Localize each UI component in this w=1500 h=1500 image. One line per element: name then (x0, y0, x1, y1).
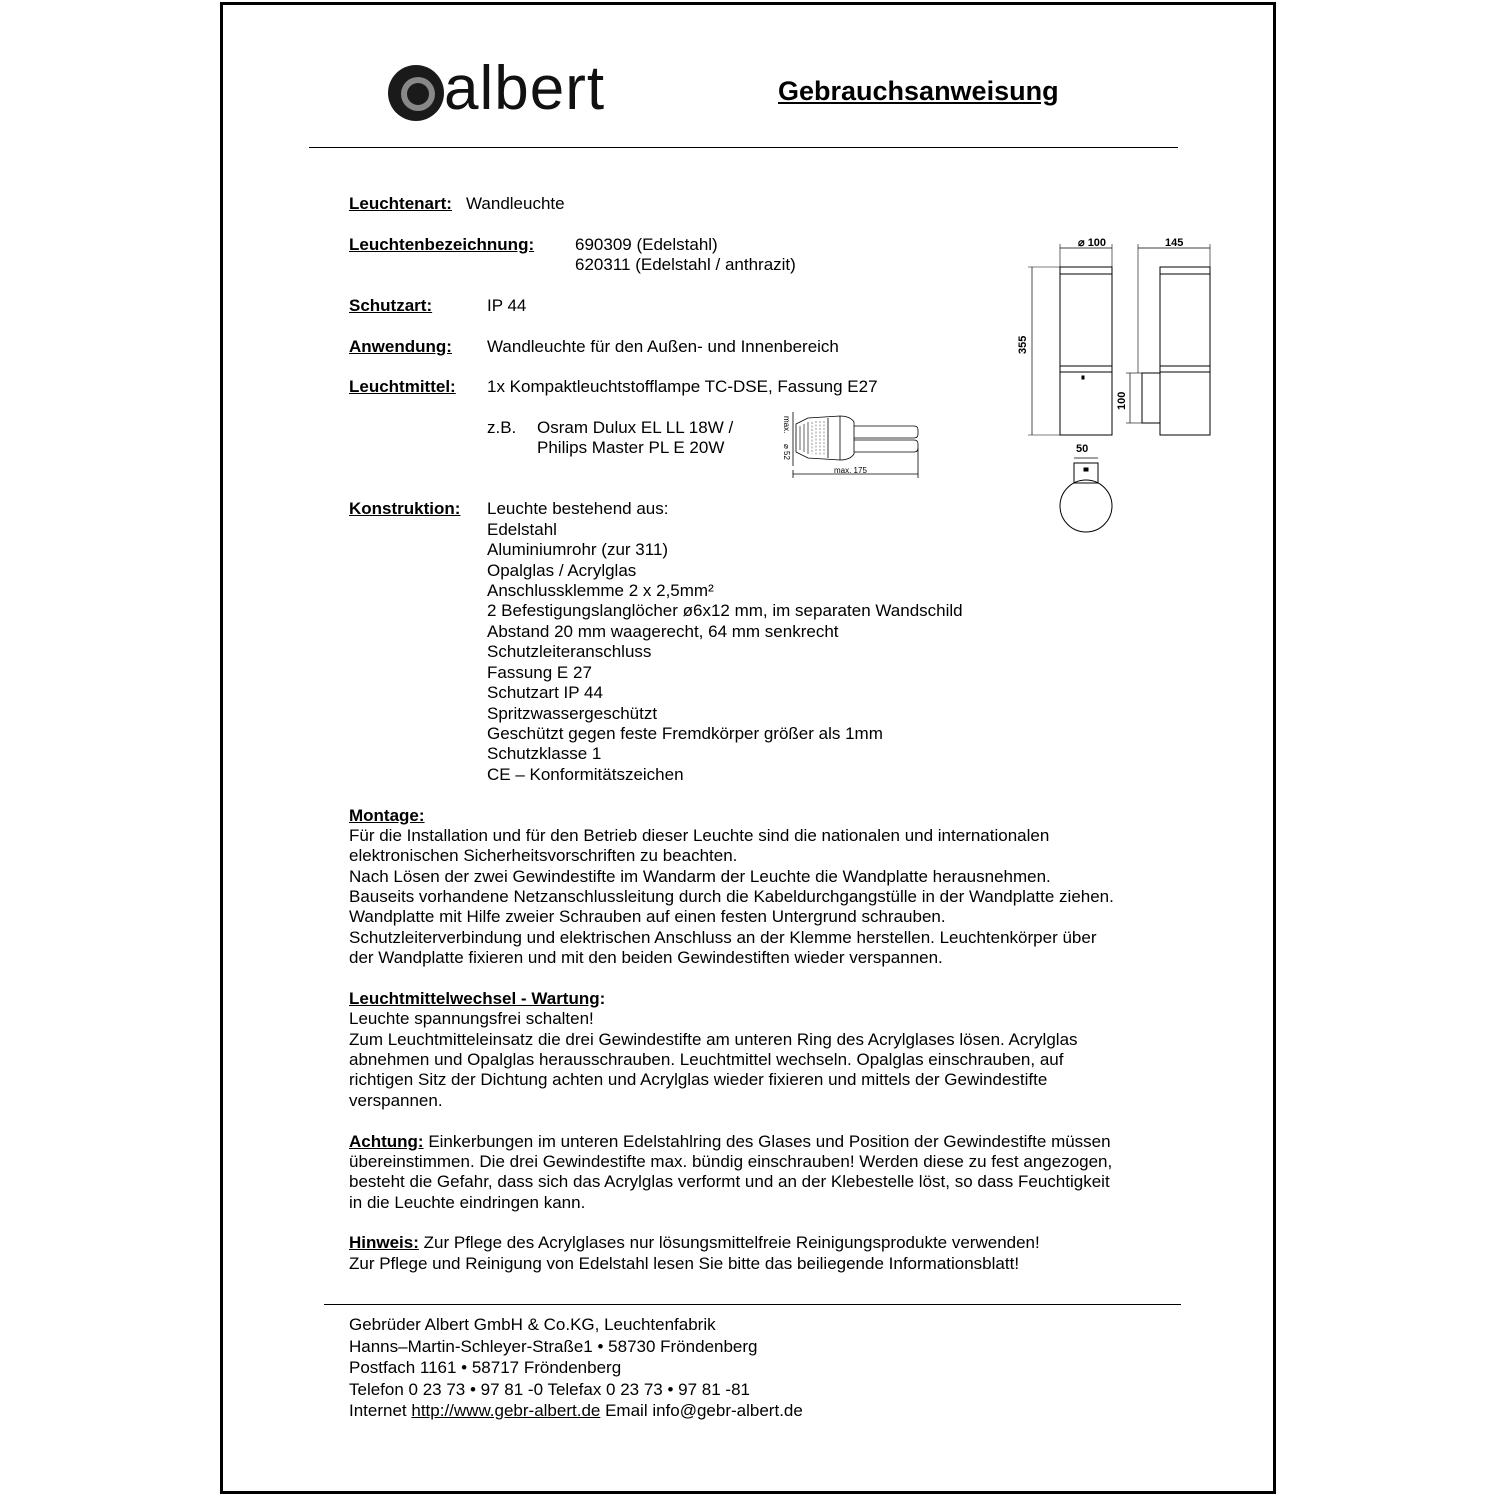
logo-wordmark: albert (444, 54, 606, 123)
konstruktion-item: Aluminiumrohr (zur 311) (487, 540, 669, 559)
label-anwendung: Anwendung: (349, 337, 452, 356)
achtung-line: übereinstimmen. Die drei Gewindestifte max. bündig einschrauben! Werden diese zu fest angezogen, (349, 1152, 1113, 1171)
dim-mount-height-label: 100 (1116, 391, 1128, 410)
albert-logo-icon (386, 63, 446, 123)
label-bezeichnung: Leuchtenbezeichnung: (349, 235, 535, 254)
technical-drawing (1010, 230, 1225, 540)
lamp-diameter-label: ⌀ 52 (782, 444, 791, 460)
dim-depth-label: 145 (1165, 237, 1184, 249)
konstruktion-item: CE – Konformitätszeichen (487, 765, 684, 784)
konstruktion-item: Leuchte bestehend aus: (487, 499, 669, 518)
label-leuchtmittel: Leuchtmittel: (349, 377, 456, 396)
label-leuchtenart: Leuchtenart: (349, 194, 452, 213)
montage-line: Schutzleiterverbindung und elektrischen Anschluss an der Klemme herstellen. Leuchtenkörper über (349, 928, 1097, 947)
achtung-label: Achtung: (349, 1132, 424, 1151)
konstruktion-item: Edelstahl (487, 520, 557, 539)
value-bezeichnung-1: 690309 (Edelstahl) (575, 235, 718, 254)
footer-company: Gebrüder Albert GmbH & Co.KG, Leuchtenfabrik (349, 1315, 716, 1334)
achtung-line: in die Leuchte eindringen kann. (349, 1193, 586, 1212)
dim-plate-width-label: 50 (1076, 443, 1089, 455)
footer-email: Email info@gebr-albert.de (600, 1401, 803, 1420)
konstruktion-item: 2 Befestigungslanglöcher ø6x12 mm, im separaten Wandschild (487, 601, 963, 620)
value-bezeichnung-2: 620311 (Edelstahl / anthrazit) (575, 255, 796, 274)
wartung-line: Zum Leuchtmitteleinsatz die drei Gewindestifte am unteren Ring des Acrylglases lösen. Acrylglas (349, 1030, 1078, 1049)
website-link[interactable]: http://www.gebr-albert.de (411, 1401, 601, 1420)
header-divider (309, 147, 1178, 148)
hinweis-label: Hinweis: (349, 1233, 419, 1252)
wartung-line: Leuchte spannungsfrei schalten! (349, 1009, 594, 1028)
konstruktion-item: Opalglas / Acrylglas (487, 561, 637, 580)
hinweis-second-line: Zur Pflege und Reinigung von Edelstahl lesen Sie bitte das beiliegende Informationsblatt! (349, 1254, 1020, 1273)
konstruktion-item: Fassung E 27 (487, 663, 592, 682)
montage-line: Nach Lösen der zwei Gewindestifte im Wandarm der Leuchte die Wandplatte herausnehmen. (349, 867, 1051, 886)
lamp-length-label: max. 175 (834, 466, 867, 475)
konstruktion-item: Abstand 20 mm waagerecht, 64 mm senkrecht (487, 622, 839, 641)
value-leuchtenart: Wandleuchte (466, 194, 565, 213)
example-osram: Osram Dulux EL LL 18W / (537, 418, 734, 437)
value-leuchtmittel: 1x Kompaktleuchtstofflampe TC-DSE, Fassung E27 (487, 377, 878, 396)
label-konstruktion: Konstruktion: (349, 499, 461, 518)
footer-internet: Internet http://www.gebr-albert.de Email info@gebr-albert.de (349, 1401, 803, 1420)
konstruktion-item: Spritzwassergeschützt (487, 704, 658, 723)
montage-line: elektronischen Sicherheitsvorschriften zu beachten. (349, 846, 738, 865)
konstruktion-item: Geschützt gegen feste Fremdkörper größer als 1mm (487, 724, 883, 743)
konstruktion-item: Schutzklasse 1 (487, 744, 602, 763)
footer-address: Hanns–Martin-Schleyer-Straße1 • 58730 Fröndenberg (349, 1337, 758, 1356)
example-philips: Philips Master PL E 20W (537, 438, 725, 457)
footer-postfach: Postfach 1161 • 58717 Fröndenberg (349, 1358, 622, 1377)
montage-heading: Montage: (349, 806, 425, 825)
achtung-first-line: Achtung: Einkerbungen im unteren Edelstahlring des Glases und Position der Gewindestifte müssen (349, 1132, 1111, 1151)
achtung-line: besteht die Gefahr, dass sich das Acrylglas verformt und an der Klebestelle löst, so dass Feuchtigkeit (349, 1172, 1110, 1191)
konstruktion-item: Schutzart IP 44 (487, 683, 603, 702)
value-schutzart: IP 44 (487, 296, 527, 315)
dim-diameter-label: ⌀ 100 (1078, 237, 1107, 249)
konstruktion-item: Anschlussklemme 2 x 2,5mm² (487, 581, 714, 600)
wartung-line: richtigen Sitz der Dichtung achten und Acrylglas wieder fixieren und mittels der Gewindestifte (349, 1070, 1048, 1089)
wartung-heading: Leuchtmittelwechsel - Wartung: (349, 989, 606, 1008)
konstruktion-item: Schutzleiteranschluss (487, 642, 652, 661)
value-anwendung: Wandleuchte für den Außen- und Innenbereich (487, 337, 839, 356)
dim-height-label: 355 (1017, 335, 1029, 354)
footer-divider (324, 1304, 1181, 1305)
footer-phone: Telefon 0 23 73 • 97 81 -0 Telefax 0 23 73 • 97 81 -81 (349, 1380, 750, 1399)
lamp-bulb-drawing (778, 410, 923, 482)
label-schutzart: Schutzart: (349, 296, 433, 315)
montage-line: der Wandplatte fixieren und mit den beiden Gewindestiften wieder verspannen. (349, 948, 943, 967)
montage-line: Für die Installation und für den Betrieb dieser Leuchte sind die nationalen und internationalen (349, 826, 1050, 845)
hinweis-first-line: Hinweis: Zur Pflege des Acrylglases nur lösungsmittelfreie Reinigungsprodukte verwenden! (349, 1233, 1040, 1252)
page-title: Gebrauchsanweisung (778, 76, 1059, 106)
wartung-line: abnehmen und Opalglas herausschrauben. Leuchtmittel wechseln. Opalglas einschrauben, auf (349, 1050, 1064, 1069)
montage-line: Wandplatte mit Hilfe zweier Schrauben auf einen festen Untergrund schrauben. (349, 907, 946, 926)
example-prefix: z.B. (487, 418, 517, 437)
montage-line: Bauseits vorhandene Netzanschlussleitung durch die Kabeldurchgangstülle in der Wandplatte ziehen. (349, 887, 1114, 906)
lamp-max-label: max. (782, 416, 791, 434)
wartung-line: verspannen. (349, 1091, 443, 1110)
